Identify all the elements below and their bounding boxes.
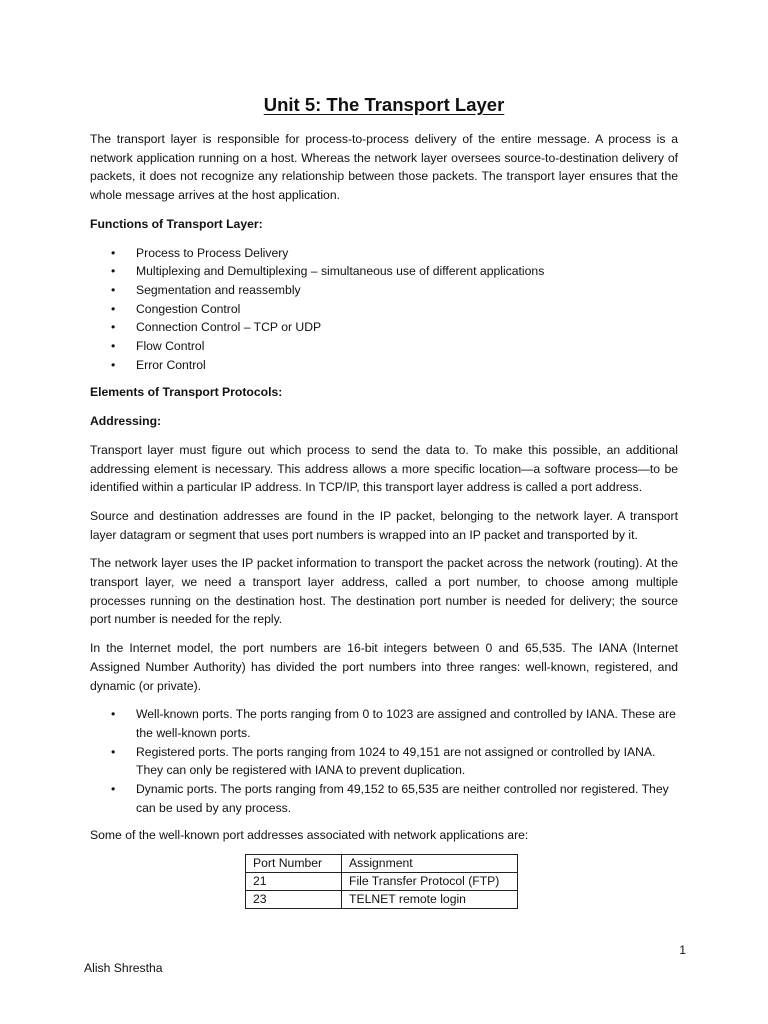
list-item <box>90 705 678 742</box>
list-item <box>90 318 678 337</box>
port-number-paragraph: The network layer uses the IP packet information to transport the packet across the network (routing). At the transport layer, we need a transport layer address, called a port number, to choose among multiple processes running on the destination host. The destination port number is needed for delivery; the source port number is needed for the reply. <box>90 556 678 627</box>
bullet-icon: • <box>111 782 116 797</box>
table-row <box>246 891 518 909</box>
list-item <box>90 244 678 263</box>
table-cell: 21 <box>246 873 342 891</box>
table-header-cell: Port Number <box>246 855 342 873</box>
list-item-text: Congestion Control <box>136 301 241 316</box>
list-item-text: Registered ports. The ports ranging from 1024 to 49,151 are not assigned or controlled by IANA. They can only be registered with IANA to prevent duplication. <box>136 744 656 778</box>
page-number: 1 <box>679 943 686 957</box>
bullet-icon: • <box>111 301 116 316</box>
table-header-row <box>246 855 518 873</box>
table-intro: Some of the well-known port addresses associated with network applications are: <box>90 827 529 842</box>
bullet-icon: • <box>111 357 116 372</box>
table-row <box>246 873 518 891</box>
bullet-icon: • <box>111 320 116 335</box>
table-header-cell: Assignment <box>342 855 518 873</box>
list-item-text: Process to Process Delivery <box>136 245 289 260</box>
intro-paragraph: The transport layer is responsible for process-to-process delivery of the entire message. A process is a network application running on a host. Whereas the network layer oversees source-to-destination delivery of packets, it does not recognize any relationship between those packets. The transport layer ensures that the whole message arrives at the host application. <box>90 132 678 203</box>
table-cell: File Transfer Protocol (FTP) <box>342 873 518 891</box>
page-content <box>90 94 678 909</box>
functions-heading: Functions of Transport Layer: <box>90 216 263 231</box>
bullet-icon: • <box>111 339 116 354</box>
list-item <box>90 780 678 817</box>
list-item <box>90 356 678 375</box>
page-title: Unit 5: The Transport Layer <box>263 94 505 115</box>
table-cell: 23 <box>246 891 342 909</box>
list-item-text: Flow Control <box>136 339 205 354</box>
list-item-text: Multiplexing and Demultiplexing – simultaneous use of different applications <box>136 264 545 279</box>
list-item <box>90 743 678 780</box>
list-item-text: Dynamic ports. The ports ranging from 49,152 to 65,535 are neither controlled nor registered. They can be used by any process. <box>136 782 669 815</box>
bullet-icon: • <box>111 744 116 759</box>
bullet-icon: • <box>111 264 116 279</box>
list-item <box>90 300 678 319</box>
list-item <box>90 281 678 300</box>
list-item <box>90 337 678 356</box>
bullet-icon: • <box>111 707 116 722</box>
port-table <box>245 854 518 909</box>
functions-list <box>90 244 678 375</box>
addressing-paragraph: Transport layer must figure out which process to send the data to. To make this possible, an additional addressing element is necessary. This address allows a more specific location—a software process—to be identified within a particular IP address. In TCP/IP, this transport layer address is called a port address. <box>90 442 678 495</box>
port-ranges-list <box>90 705 678 817</box>
port-ranges-paragraph: In the Internet model, the port numbers are 16-bit integers between 0 and 65,535. The IANA (Internet Assigned Number Authority) has divided the port numbers into three ranges: well-known, registered, and dynamic (or private). <box>90 641 678 693</box>
table-cell: TELNET remote login <box>342 891 518 909</box>
list-item-text: Segmentation and reassembly <box>136 282 301 297</box>
elements-heading: Elements of Transport Protocols: <box>90 385 283 400</box>
addressing-heading: Addressing: <box>90 414 162 429</box>
list-item-text: Error Control <box>136 357 206 372</box>
list-item <box>90 262 678 281</box>
ip-packet-paragraph: Source and destination addresses are found in the IP packet, belonging to the network layer. A transport layer datagram or segment that uses port numbers is wrapped into an IP packet and transported by it. <box>90 508 678 542</box>
list-item-text: Connection Control – TCP or UDP <box>136 320 322 335</box>
bullet-icon: • <box>111 245 116 260</box>
footer-author: Alish Shrestha <box>84 961 163 975</box>
bullet-icon: • <box>111 282 116 297</box>
list-item-text: Well-known ports. The ports ranging from 0 to 1023 are assigned and controlled by IANA. These are the well-known ports. <box>136 707 676 740</box>
